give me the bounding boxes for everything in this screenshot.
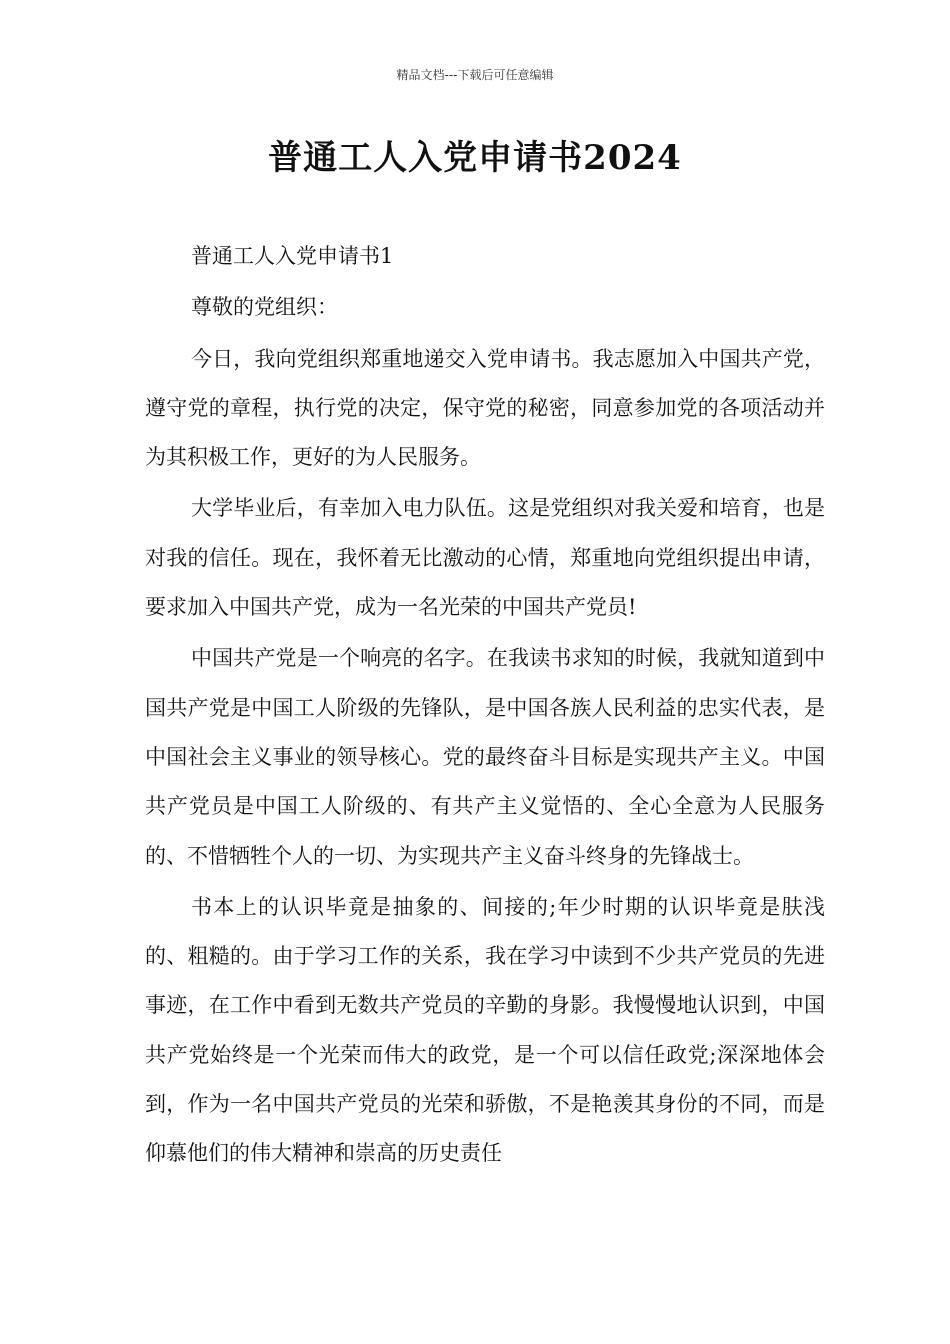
paragraph-4: 书本上的认识毕竟是抽象的、间接的;年少时期的认识毕竟是肤浅的、粗糙的。由于学习工作的关系，我在学习中读到不少共产党员的先进事迹，在工作中看到无数共产党员的辛勤的身影。我慢慢地认识到，中国共产党始终是一个光荣而伟大的政党，是一个可以信任政党;深深地体会到，作为一名中国共产党员的光荣和骄傲，不是艳羡其身份的不同，而是仰慕他们的伟大精神和崇高的历史责任: [145, 894, 825, 1166]
paragraph-2: 大学毕业后，有幸加入电力队伍。这是党组织对我关爱和培育，也是对我的信任。现在，我怀着无比激动的心情，郑重地向党组织提出申请，要求加入中国共产党，成为一名光荣的中国共产党员!: [145, 496, 825, 620]
subtitle: 普通工人入党申请书1: [191, 244, 394, 268]
paragraph-3: 中国共产党是一个响亮的名字。在我读书求知的时候，我就知道到中国共产党是中国工人阶级的先锋队，是中国各族人民利益的忠实代表，是中国社会主义事业的领导核心。党的最终奋斗目标是实现共产主义。中国共产党员是中国工人阶级的、有共产主义觉悟的、全心全意为人民服务的、不惜牺牲个人的一切、为实现共产主义奋斗终身的先锋战士。: [145, 646, 825, 868]
document-body: [145, 232, 825, 1179]
document-title: 普通工人入党申请书2024: [268, 138, 682, 178]
paragraph-1: 今日，我向党组织郑重地递交入党申请书。我志愿加入中国共产党，遵守党的章程，执行党的决定，保守党的秘密，同意参加党的各项活动并为其积极工作，更好的为人民服务。: [145, 346, 825, 470]
header-note: 精品文档---下载后可任意编辑: [396, 68, 554, 82]
salutation: 尊敬的党组织：: [191, 295, 338, 320]
